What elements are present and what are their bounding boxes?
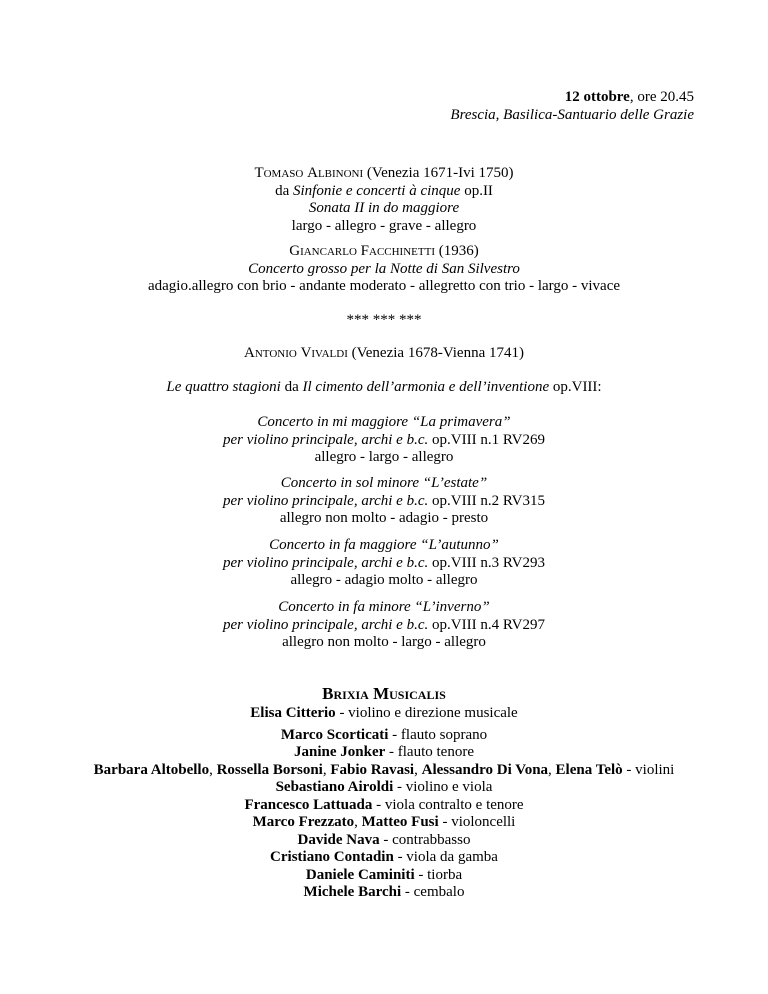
concerto-scoring: per violino principale, archi e b.c. op.VIII n.4 RV297 xyxy=(223,616,545,633)
member-row: Daniele Caminiti - tiorba xyxy=(305,866,463,883)
concerto-movements: allegro - largo - allegro xyxy=(314,449,454,465)
concerto-title: Concerto in sol minore “L’estate” xyxy=(280,475,488,491)
facchinetti-movements: adagio.allegro con brio - andante moderato - allegretto con trio - largo - vivace xyxy=(147,278,621,294)
venue: Brescia, Basilica-Santuario delle Grazie xyxy=(450,106,694,123)
concert-header xyxy=(450,89,694,124)
concerto-inverno xyxy=(0,599,768,652)
concerto-movements: allegro non molto - adagio - presto xyxy=(279,510,489,526)
albinoni-movements: largo - allegro - grave - allegro xyxy=(291,217,477,234)
member-row: Janine Jonker - flauto tenore xyxy=(294,744,474,760)
concerto-title: Concerto in mi maggiore “La primavera” xyxy=(257,414,511,430)
member-row: Cristiano Contadin - viola da gamba xyxy=(270,849,498,865)
albinoni-source: da Sinfonie e concerti à cinque op.II xyxy=(275,182,493,199)
concerto-scoring: per violino principale, archi e b.c. op.VIII n.3 RV293 xyxy=(223,554,545,571)
concerto-scoring: per violino principale, archi e b.c. op.VIII n.1 RV269 xyxy=(223,431,545,448)
composer-albinoni: Tomaso Albinoni (Venezia 1671-Ivi 1750) xyxy=(254,165,514,181)
concerto-primavera xyxy=(0,414,768,467)
concerto-estate xyxy=(0,475,768,528)
composer-vivaldi: Antonio Vivaldi (Venezia 1678-Vienna 1741) xyxy=(244,345,524,361)
date-line xyxy=(450,89,694,107)
concert-time: , ore 20.45 xyxy=(629,89,694,105)
member-row: Marco Frezzato, Matteo Fusi - violoncelli xyxy=(252,814,516,830)
concerto-movements: allegro non molto - largo - allegro xyxy=(282,634,486,650)
albinoni-work: Sonata II in do maggiore xyxy=(308,200,460,216)
albinoni-block xyxy=(0,165,768,235)
composer-facchinetti: Giancarlo Facchinetti (1936) xyxy=(289,243,479,259)
separator: *** *** *** xyxy=(346,312,422,328)
concerto-movements: allegro - adagio molto - allegro xyxy=(290,572,478,588)
vivaldi-cycle: Le quattro stagioni da Il cimento dell’armonia e dell’inventione op.VIII: xyxy=(166,379,602,395)
member-row: Marco Scorticati - flauto soprano xyxy=(280,726,488,743)
concerto-title: Concerto in fa maggiore “L’autunno” xyxy=(269,537,499,553)
member-row: Sebastiano Airoldi - violino e viola xyxy=(275,779,493,795)
member-row: Barbara Altobello, Rossella Borsoni, Fabio Ravasi, Alessandro Di Vona, Elena Telò - violini xyxy=(93,761,675,778)
member-row: Elisa Citterio - violino e direzione musicale xyxy=(250,705,518,721)
facchinetti-work: Concerto grosso per la Notte di San Silvestro xyxy=(248,260,520,277)
concerto-scoring: per violino principale, archi e b.c. op.VIII n.2 RV315 xyxy=(223,492,545,509)
ensemble-name: Brixia Musicalis xyxy=(322,684,446,703)
member-row: Francesco Lattuada - viola contralto e tenore xyxy=(244,796,524,813)
concert-date: 12 ottobre xyxy=(564,89,630,105)
member-row: Davide Nava - contrabbasso xyxy=(297,831,471,848)
concerto-autunno xyxy=(0,537,768,590)
concerto-title: Concerto in fa minore “L’inverno” xyxy=(278,599,490,615)
ensemble-roster xyxy=(0,705,768,902)
member-row: Michele Barchi - cembalo xyxy=(303,884,465,900)
facchinetti-block xyxy=(0,243,768,296)
